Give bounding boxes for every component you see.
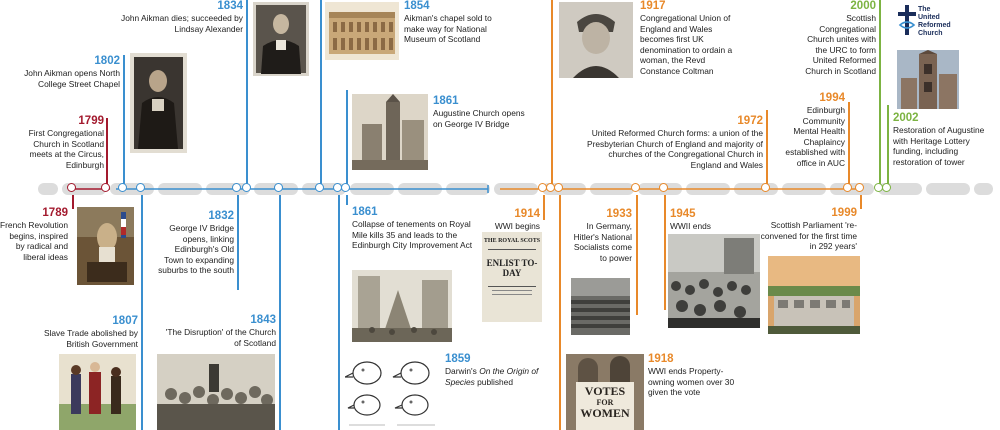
event-text: Collapse of tenements on Royal Mile kills 35 and leads to the Edinburgh City Improvement Act <box>352 219 473 251</box>
votes-sign <box>576 382 634 430</box>
dot-1843[interactable] <box>274 183 283 192</box>
event-text: Scottish Congregational Church unites with the URC to form United Reformed Church in Scotland <box>805 13 876 76</box>
connector-1802 <box>123 55 125 184</box>
event-1802 <box>10 55 120 89</box>
logo-line: Church <box>918 30 943 37</box>
event-year: 1861 <box>433 95 459 107</box>
logo-line: United <box>918 14 940 21</box>
event-1861b <box>352 206 482 251</box>
event-text: George IV Bridge opens, linking Edinburgh's Old Town to expanding suburbs to the south <box>158 223 234 276</box>
logo-line: Reformed <box>918 22 951 29</box>
logo-line: The <box>918 6 931 13</box>
john-aikman-portrait-image <box>130 53 187 153</box>
event-text: First Congregational Church in Scotland meets at the Circus, Edinburgh <box>28 128 104 170</box>
event-year: 1789 <box>42 207 68 219</box>
poster-heading: THE ROYAL SCOTS <box>483 238 541 244</box>
connector-1994 <box>848 102 850 184</box>
constance-coltman-portrait-image <box>559 2 633 78</box>
poster-rule <box>492 290 532 291</box>
dot-1802[interactable] <box>118 183 127 192</box>
event-1859 <box>445 353 545 387</box>
dot-1933[interactable] <box>631 183 640 192</box>
poster-rule <box>492 294 532 295</box>
event-text: Restoration of Augustine with Heritage Lottery funding, including restoration of tower <box>893 125 985 167</box>
poster-slogan: ENLIST TO-DAY <box>486 258 538 278</box>
dot-1945[interactable] <box>659 183 668 192</box>
event-1918 <box>648 353 748 398</box>
event-1807 <box>30 315 138 349</box>
augustine-church-image <box>352 94 428 170</box>
event-year: 1843 <box>250 314 276 326</box>
connector-1854 <box>320 0 322 184</box>
dot-1994[interactable] <box>843 183 852 192</box>
event-year: 1861 <box>352 206 378 218</box>
event-year: 1854 <box>404 0 430 12</box>
event-text: Aikman's chapel sold to make way for National Museum of Scotland <box>404 13 492 45</box>
event-1972 <box>580 115 763 170</box>
event-year: 1972 <box>737 115 763 127</box>
dot-1832[interactable] <box>232 183 241 192</box>
event-year: 1917 <box>640 0 666 12</box>
event-1914 <box>480 208 540 232</box>
sign-line: FOR <box>596 398 614 407</box>
wwii-end-crowd-image <box>668 234 760 328</box>
event-year: 1999 <box>831 207 857 219</box>
connector-1861a <box>346 90 348 184</box>
event-text: WWII ends <box>670 221 711 231</box>
dot-1999[interactable] <box>855 183 864 192</box>
connector-1799 <box>106 118 108 184</box>
event-year: 1802 <box>94 55 120 67</box>
cross-fish-icon <box>898 5 916 35</box>
dot-1799[interactable] <box>101 183 110 192</box>
event-year: 1834 <box>217 0 243 12</box>
event-text: Edinburgh Community Mental Health Chaplaincy established with office in AUC <box>785 105 845 168</box>
lindsay-alexander-portrait-image <box>253 2 309 76</box>
connector-1834 <box>246 0 248 184</box>
connector-1999 <box>860 195 862 209</box>
event-2002 <box>893 112 997 167</box>
event-year: 1832 <box>208 210 234 222</box>
sign-line: VOTES <box>584 384 626 398</box>
augustine-tower-image <box>897 50 959 109</box>
connector-1843 <box>279 195 281 430</box>
event-1799 <box>18 115 104 170</box>
event-1917 <box>640 0 745 77</box>
connector-1807 <box>141 195 143 430</box>
connector-1933 <box>636 195 638 315</box>
event-year: 2000 <box>850 0 876 12</box>
event-year: 1799 <box>78 115 104 127</box>
event-1834 <box>108 0 243 34</box>
disruption-engraving-image <box>157 354 275 430</box>
connector-1914 <box>543 195 545 220</box>
dot-1918[interactable] <box>554 183 563 192</box>
connector-1859 <box>338 195 340 430</box>
event-text-pre: Darwin's <box>445 366 480 376</box>
connector-1945 <box>664 195 666 310</box>
poster-rule <box>488 286 536 287</box>
connector-1861b <box>346 195 348 205</box>
event-1999 <box>760 207 857 252</box>
dot-1854[interactable] <box>315 183 324 192</box>
event-1789 <box>0 207 68 262</box>
event-text: United Reformed Church forms: a union of the Presbyterian Church of England and majority of churches of the Congregational Church in England and Wales <box>587 128 763 170</box>
event-1945 <box>670 208 750 232</box>
dot-1972[interactable] <box>761 183 770 192</box>
event-text: WWI ends Property-owning women over 30 given the vote <box>648 366 735 398</box>
dot-1789[interactable] <box>67 183 76 192</box>
liberty-painting-image <box>77 207 134 285</box>
connector-1918 <box>559 195 561 430</box>
event-text: French Revolution begins, inspired by radical and liberal ideas <box>0 220 68 262</box>
event-year: 1994 <box>819 92 845 104</box>
votes-for-women-image <box>566 354 644 430</box>
connector-2002 <box>887 105 889 184</box>
event-text: WWI begins <box>494 221 540 231</box>
event-1832 <box>156 210 234 276</box>
dot-1834[interactable] <box>242 183 251 192</box>
event-1994 <box>776 92 845 169</box>
event-text: John Aikman dies; succeeded by Lindsay Alexander <box>121 13 243 34</box>
event-year: 2002 <box>893 112 919 124</box>
dot-1861[interactable] <box>341 183 350 192</box>
event-text: Scottish Parliament 're-convened for the first time in 292 years' <box>760 220 857 252</box>
dot-2002[interactable] <box>882 183 891 192</box>
event-1861a <box>433 95 533 129</box>
event-text: In Germany, Hitler's National Socialists come to power <box>573 221 632 263</box>
event-1854 <box>404 0 504 45</box>
event-1843 <box>160 314 276 348</box>
event-year: 1914 <box>514 208 540 220</box>
connector-1789 <box>72 195 74 209</box>
event-text-italic: On the Origin of Species <box>445 366 539 387</box>
event-year: 1807 <box>112 315 138 327</box>
event-text: Slave Trade abolished by British Government <box>43 328 138 349</box>
darwin-finches-image <box>345 353 440 430</box>
connector-1972 <box>766 110 768 184</box>
slave-trade-print-image <box>59 354 136 430</box>
connector-1917 <box>551 0 553 184</box>
national-museum-image <box>325 2 399 60</box>
event-text: John Aikman opens North College Street Chapel <box>24 68 120 89</box>
event-text: Congregational Union of England and Wales becomes first UK denomination to ordain a woman, the Revd Constance Coltman <box>640 13 733 76</box>
poster-rule <box>488 249 536 250</box>
nazi-rally-image <box>571 278 630 335</box>
event-2000 <box>795 0 876 77</box>
event-year: 1859 <box>445 353 471 365</box>
event-text: Augustine Church opens on George IV Bridge <box>433 108 525 129</box>
sign-line: WOMEN <box>580 406 630 420</box>
connector-2000 <box>879 0 881 184</box>
connector-1832 <box>237 195 239 290</box>
tenements-collapse-image <box>352 270 452 342</box>
dot-1807[interactable] <box>136 183 145 192</box>
urc-logo <box>898 3 958 39</box>
event-year: 1918 <box>648 353 674 365</box>
event-year: 1933 <box>606 208 632 220</box>
enlist-poster-image <box>482 232 542 322</box>
event-year: 1945 <box>670 208 696 220</box>
event-text: 'The Disruption' of the Church of Scotland <box>165 327 276 348</box>
event-text-post: published <box>474 376 513 387</box>
event-1933 <box>570 208 632 263</box>
scottish-parliament-image <box>768 256 860 334</box>
